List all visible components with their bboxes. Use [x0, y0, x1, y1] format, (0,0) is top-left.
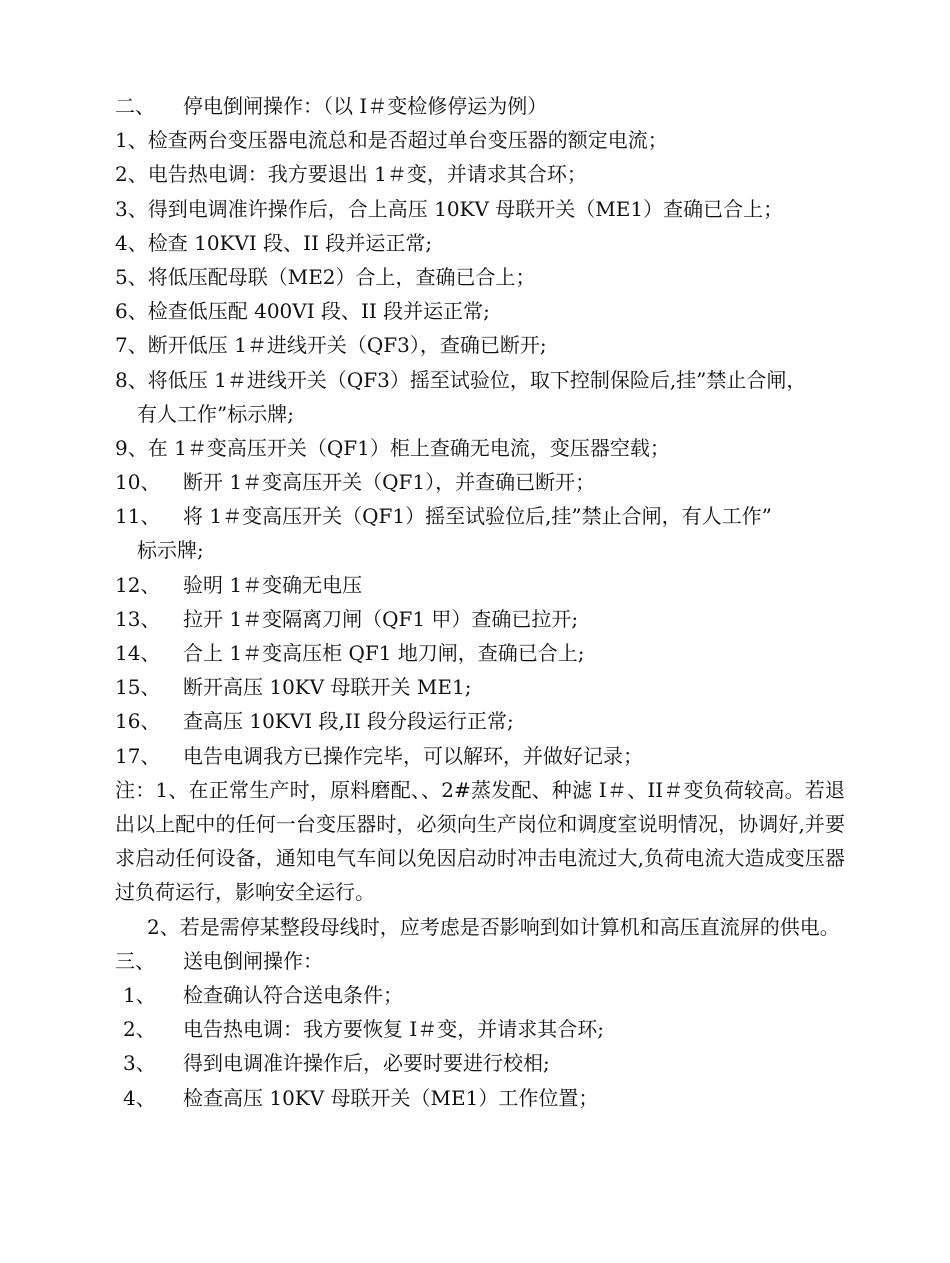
step-7: 7、断开低压 1＃进线开关（QF3），查确已断开; [115, 333, 547, 358]
step-5: 5、将低压配母联（ME2）合上，查确已合上； [115, 264, 536, 289]
document-body [115, 89, 845, 1115]
step-10: 10、 断开 1＃变高压开关（QF1），并查确已断开； [115, 470, 596, 495]
step-8: 8、将低压 1＃进线开关（QF3）摇至试验位，取下控制保险后,挂”禁止合闸， [115, 367, 807, 392]
step-2: 2、电告热电调：我方要退出 1＃变，并请求其合环； [115, 162, 587, 187]
section-heading-2 [115, 89, 845, 123]
step-16: 16、 查高压 10KVI 段,II 段分段运行正常; [115, 709, 514, 734]
send-step-4: 4、 检查高压 10KV 母联开关（ME1）工作位置； [123, 1085, 599, 1110]
section-number: 二、 [115, 94, 155, 118]
step-17: 17、 电告电调我方已操作完毕，可以解环，并做好记录； [115, 743, 643, 768]
section-heading-3 [115, 944, 845, 978]
step-1: 1、检查两台变压器电流总和是否超过单台变压器的额定电流； [115, 128, 668, 153]
step-11: 11、 将 1＃变高压开关（QF1）摇至试验位后,挂”禁止合闸，有人工作” [115, 504, 772, 529]
step-4: 4、检查 10KVI 段、II 段并运正常; [115, 230, 433, 255]
note-2: 2、若是需停某整段母线时，应考虑是否影响到如计算机和高压直流屏的供电。 [147, 914, 840, 939]
step-12: 12、 验明 1＃变确无电压 [115, 572, 363, 597]
send-step-2: 2、 电告热电调：我方要恢复 I＃变，并请求其合环; [123, 1017, 604, 1042]
step-15: 15、 断开高压 10KV 母联开关 ME1; [115, 675, 472, 700]
step-14: 14、 合上 1＃变高压柜 QF1 地刀闸，查确已合上; [115, 641, 585, 665]
send-step-3: 3、 得到电调准许操作后，必要时要进行校相; [123, 1051, 550, 1076]
step-11-continuation: 标示牌; [137, 538, 204, 563]
step-8-continuation: 有人工作”标示牌; [137, 401, 294, 426]
note-1: 注：1、在正常生产时，原料磨配、、2#蒸发配、种滤 I＃、II＃变负荷较高。若退出以上配中的任何一台变压器时，必须向生产岗位和调度室说明情况，协调好,并要求启动任何设备，通知电气车间以免因启动时冲击电流过大,负荷电流大造成变压器过负荷运行，影响安全运行。 [115, 777, 845, 905]
step-3: 3、得到电调准许操作后，合上高压 10KV 母联开关（ME1）查确已合上； [115, 196, 784, 221]
section-title: 送电倒闸操作： [183, 948, 323, 973]
step-9: 9、在 1＃变高压开关（QF1）柜上查确无电流，变压器空载； [115, 435, 670, 460]
step-13: 13、 拉开 1＃变隔离刀闸（QF1 甲）查确已拉开; [115, 606, 579, 631]
section-number: 三、 [115, 948, 155, 973]
send-step-1: 1、 检查确认符合送电条件； [123, 982, 403, 1007]
step-6: 6、检查低压配 400VI 段、II 段并运正常; [115, 299, 490, 324]
section-title: 停电倒闸操作：（以 I＃变检修停运为例） [183, 94, 548, 118]
